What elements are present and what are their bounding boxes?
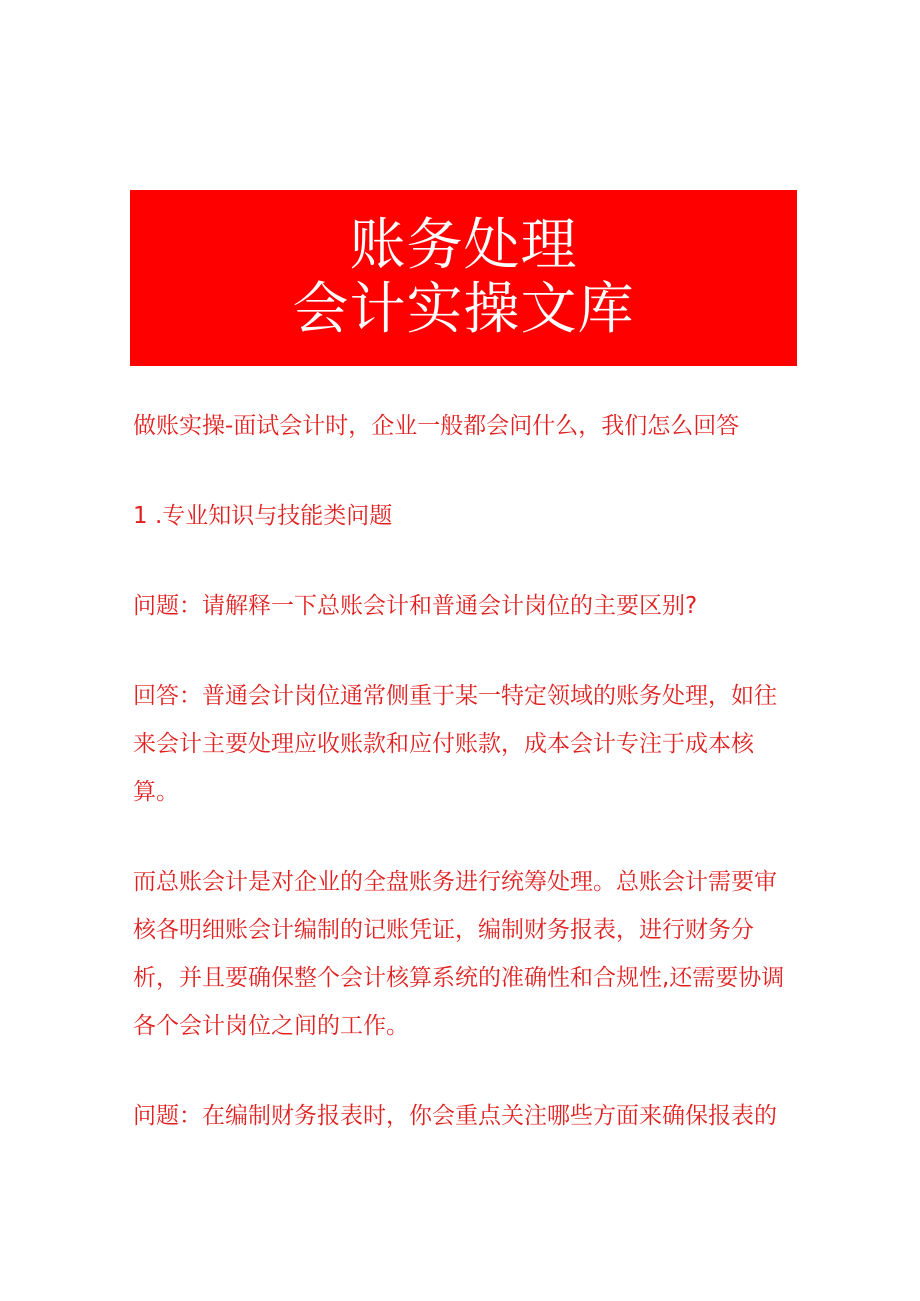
answer-1-paragraph-1: 回答：普通会计岗位通常侧重于某一特定领域的账务处理，如往来会计主要处理应收账款和应付账款，成本会计专注于成本核算。 — [133, 683, 777, 805]
banner-subtitle: 会计实操文库 — [292, 277, 635, 342]
answer-1-paragraph-2: 而总账会计是对企业的全盘账务进行统筹处理。总账会计需要审核各明细账会计编制的记账凭证，编制财务报表，进行财务分析，并且要确保整个会计核算系统的准确性和合规性,还需要协调各个会计岗位之间的工作。 — [133, 869, 785, 1039]
spacer — [133, 1050, 793, 1092]
document-body — [133, 402, 793, 1140]
question-1: 问题：请解释一下总账会计和普通会计岗位的主要区别? — [133, 593, 698, 619]
section-heading: 1 .专业知识与技能类问题 — [133, 503, 393, 529]
spacer — [133, 816, 793, 858]
question-2: 问题：在编制财务报表时，你会重点关注哪些方面来确保报表的 — [133, 1103, 777, 1129]
title-banner — [130, 190, 797, 366]
banner-title: 账务处理 — [349, 213, 578, 278]
spacer — [133, 540, 793, 582]
spacer — [133, 630, 793, 672]
spacer — [133, 450, 793, 492]
document-headline: 做账实操-面试会计时，企业一般都会问什么，我们怎么回答 — [133, 413, 740, 439]
